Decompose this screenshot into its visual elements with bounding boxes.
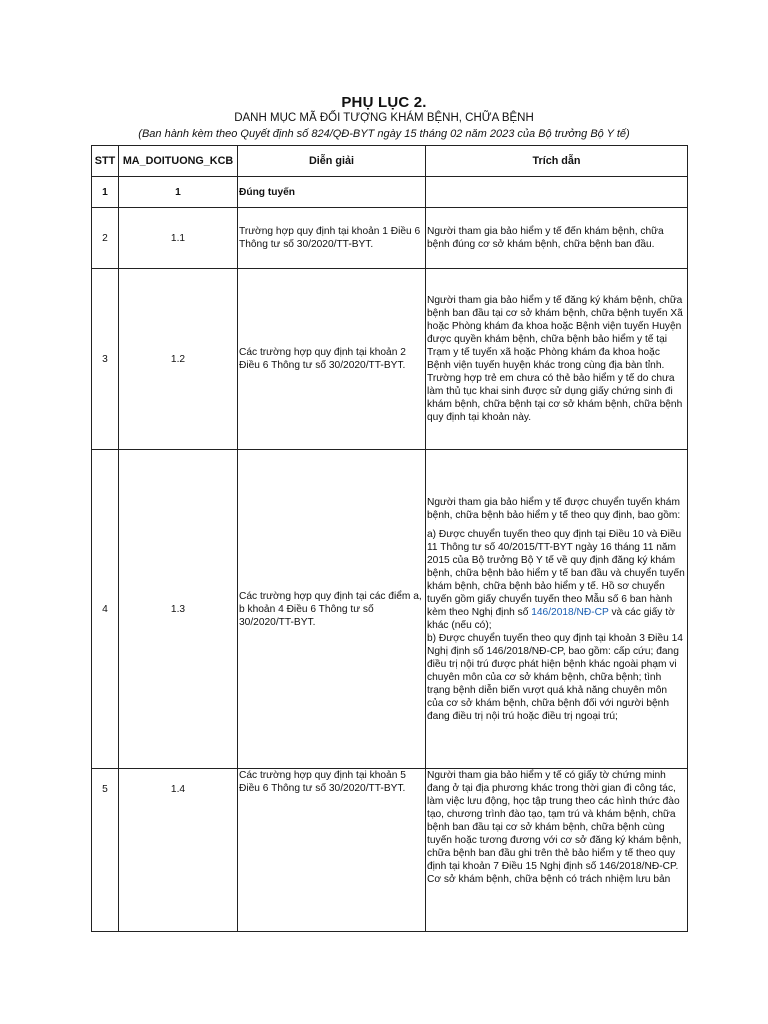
cell-description: Đúng tuyến: [238, 177, 426, 208]
cell-stt: 1: [92, 177, 119, 208]
citation-text: a) Được chuyển tuyến theo quy định tại Điều 10 và Điều 11 Thông tư số 40/2015/TT-BYT ngày 16 tháng 11 năm 2015 của Bộ trưởng Bộ Y tế về quy định đăng ký khám bệnh, chữa bệnh bảo hiểm y tế ban đầu và chuyển tuyến khám bệnh, chữa bệnh bảo hiểm y tế. Hồ sơ chuyển tuyến gồm giấy chuyển tuyến theo Mẫu số 6 ban hành kèm theo Nghị định số: [427, 528, 685, 618]
header-citation: Trích dẫn: [426, 146, 688, 177]
citation-text: và các giấy tờ khác (nếu có);: [427, 606, 675, 631]
cell-description: Các trường hợp quy định tại khoản 5 Điều 6 Thông tư số 30/2020/TT-BYT.: [238, 769, 426, 932]
issuance-note: (Ban hành kèm theo Quyết định số 824/QĐ-BYT ngày 15 tháng 02 năm 2023 của Bộ trưởng Bộ Y tế): [138, 128, 630, 140]
citation-paragraph: Người tham gia bảo hiểm y tế được chuyển tuyến khám bệnh, chữa bệnh bảo hiểm y tế theo quy định, bao gồm:: [427, 496, 681, 521]
cell-citation: Người tham gia bảo hiểm y tế đăng ký khám bệnh, chữa bệnh ban đầu tại cơ sở khám bệnh, chữa bệnh tuyến Xã hoặc Phòng khám đa khoa hoặc Bệnh viện tuyến Huyện được quyền khám bệnh, chữa bệnh bảo hiểm y tế tại Trạm y tế tuyến xã hoặc Phòng khám đa khoa hoặc Bệnh viện tuyến huyện khác trong cùng địa bàn tỉnh. Trường hợp trẻ em chưa có thẻ bảo hiểm y tế do chưa làm thủ tục khai sinh được sử dụng giấy chứng sinh đi khám bệnh, chữa bệnh tại cơ sở khám bệnh, chữa bệnh quy định tại khoản này.: [426, 269, 688, 450]
cell-description: Các trường hợp quy định tại các điểm a, b khoản 4 Điều 6 Thông tư số 30/2020/TT-BYT.: [238, 450, 426, 769]
appendix-title: PHỤ LỤC 2.: [341, 94, 427, 111]
cell-citation: [426, 177, 688, 208]
cell-stt: 4: [92, 450, 119, 769]
table-row: [92, 450, 688, 769]
cell-stt: 2: [92, 208, 119, 269]
cell-description: Các trường hợp quy định tại khoản 2 Điều 6 Thông tư số 30/2020/TT-BYT.: [238, 269, 426, 450]
citation-paragraph-a: [427, 528, 686, 632]
cell-code: 1.1: [119, 208, 238, 269]
table-row: [92, 177, 688, 208]
cell-description: Trường hợp quy định tại khoản 1 Điều 6 Thông tư số 30/2020/TT-BYT.: [238, 208, 426, 269]
cell-code: 1: [119, 177, 238, 208]
cell-citation: Người tham gia bảo hiểm y tế có giấy tờ chứng minh đang ở tại địa phương khác trong thời gian đi công tác, làm việc lưu động, học tập trung theo các hình thức đào tạo, chương trình đào tạo, tạm trú và khám bệnh, chữa bệnh ban đầu tại cơ sở khám bệnh, chữa bệnh cùng tuyến hoặc tương đương với cơ sở đăng ký khám bệnh, chữa bệnh ban đầu ghi trên thẻ bảo hiểm y tế theo quy định tại khoản 7 Điều 15 Nghị định số 146/2018/NĐ-CP. Cơ sở khám bệnh, chữa bệnh có trách nhiệm lưu bản: [426, 769, 688, 932]
header-stt: STT: [92, 146, 119, 177]
cell-code: 1.3: [119, 450, 238, 769]
code-table: [91, 145, 688, 932]
table-header-row: [92, 146, 688, 177]
citation-paragraph-b: b) Được chuyển tuyến theo quy định tại khoản 3 Điều 14 Nghị định số 146/2018/NĐ-CP, bao gồm: cấp cứu; đang điều trị nội trú được phát hiện bệnh khác ngoài phạm vi chuyên môn của cơ sở khám bệnh, chữa bệnh; tình trạng bệnh diễn biến vượt quá khả năng chuyên môn của cơ sở khám bệnh, chữa bệnh đối với người bệnh đang điều trị nội trú hoặc điều trị ngoại trú;: [427, 632, 683, 722]
cell-code: 1.2: [119, 269, 238, 450]
table-row: [92, 269, 688, 450]
decree-link[interactable]: 146/2018/NĐ-CP: [531, 606, 609, 618]
cell-citation: Người tham gia bảo hiểm y tế đến khám bệnh, chữa bệnh đúng cơ sở khám bệnh, chữa bệnh ban đầu.: [426, 208, 688, 269]
cell-stt: 3: [92, 269, 119, 450]
header-code: MA_DOITUONG_KCB: [119, 146, 238, 177]
cell-stt: 5: [92, 769, 119, 932]
header-description: Diễn giải: [238, 146, 426, 177]
table-row: [92, 208, 688, 269]
list-subtitle: DANH MỤC MÃ ĐỐI TƯỢNG KHÁM BỆNH, CHỮA BỆNH: [234, 112, 534, 124]
cell-citation: [426, 450, 688, 769]
cell-code: 1.4: [119, 769, 238, 932]
table-row: [92, 769, 688, 932]
